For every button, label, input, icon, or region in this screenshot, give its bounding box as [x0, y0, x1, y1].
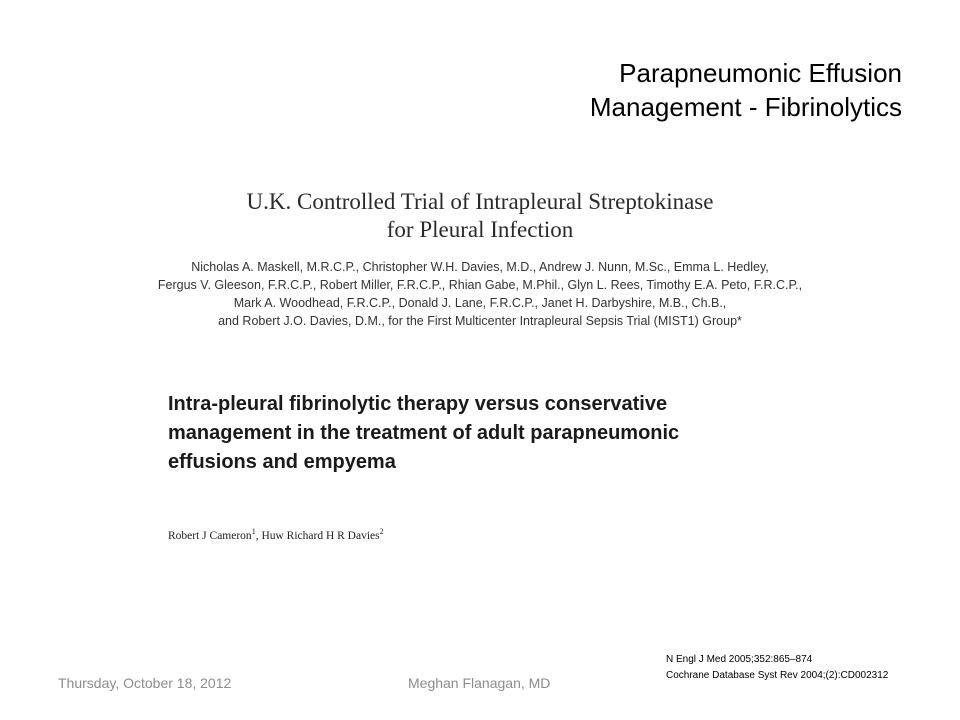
- citations: [666, 652, 888, 684]
- nejm-article-title-line-1: U.K. Controlled Trial of Intrapleural Streptokinase: [246, 189, 714, 214]
- cochrane-article-title-line-2: management in the treatment of adult parapneumonic: [168, 422, 680, 444]
- cochrane-article-title-line-1: Intra-pleural fibrinolytic therapy versus conservative: [168, 393, 668, 415]
- nejm-article-excerpt: [100, 188, 860, 330]
- slide-title-line-1: Parapneumonic Effusion: [619, 58, 902, 88]
- cochrane-author-2-affiliation: 2: [379, 527, 384, 536]
- nejm-author-line-2: Fergus V. Gleeson, F.R.C.P., Robert Miller, F.R.C.P., Rhian Gabe, M.Phil., Glyn L. Rees, Timothy E.A. Peto, F.R.C.P.,: [157, 278, 803, 292]
- nejm-author-line-4: and Robert J.O. Davies, D.M., for the First Multicenter Intrapleural Sepsis Trial (MIST1) Group*: [218, 314, 742, 328]
- footer-date: Thursday, October 18, 2012: [58, 675, 232, 691]
- cochrane-article-authors: Robert J Cameron$^1$, Huw Richard H R Davies$^2$: [168, 527, 384, 542]
- citation-nejm: N Engl J Med 2005;352:865–874: [666, 654, 813, 665]
- cochrane-article-excerpt: [168, 390, 828, 542]
- slide-title: [302, 56, 902, 124]
- cochrane-article-title-line-3: effusions and empyema: [168, 451, 396, 473]
- cochrane-author-2: Huw Richard H R Davies: [261, 529, 380, 542]
- nejm-article-title-line-2: for Pleural Infection: [386, 217, 574, 242]
- cochrane-author-1: Robert J Cameron: [168, 529, 252, 542]
- slide-title-line-2: Management - Fibrinolytics: [589, 92, 902, 122]
- cochrane-article-title: [168, 390, 828, 477]
- nejm-article-title: [100, 188, 860, 244]
- nejm-author-line-1: Nicholas A. Maskell, M.R.C.P., Christopher W.H. Davies, M.D., Andrew J. Nunn, M.Sc., Emma L. Hedley,: [191, 260, 769, 274]
- cochrane-author-1-affiliation: 1: [251, 527, 256, 536]
- footer-author: Meghan Flanagan, MD: [408, 675, 551, 691]
- citation-cochrane: Cochrane Database Syst Rev 2004;(2):CD002312: [666, 670, 889, 681]
- nejm-author-line-3: Mark A. Woodhead, F.R.C.P., Donald J. Lane, F.R.C.P., Janet H. Darbyshire, M.B., Ch.B.,: [233, 296, 727, 310]
- nejm-article-authors: [100, 258, 860, 330]
